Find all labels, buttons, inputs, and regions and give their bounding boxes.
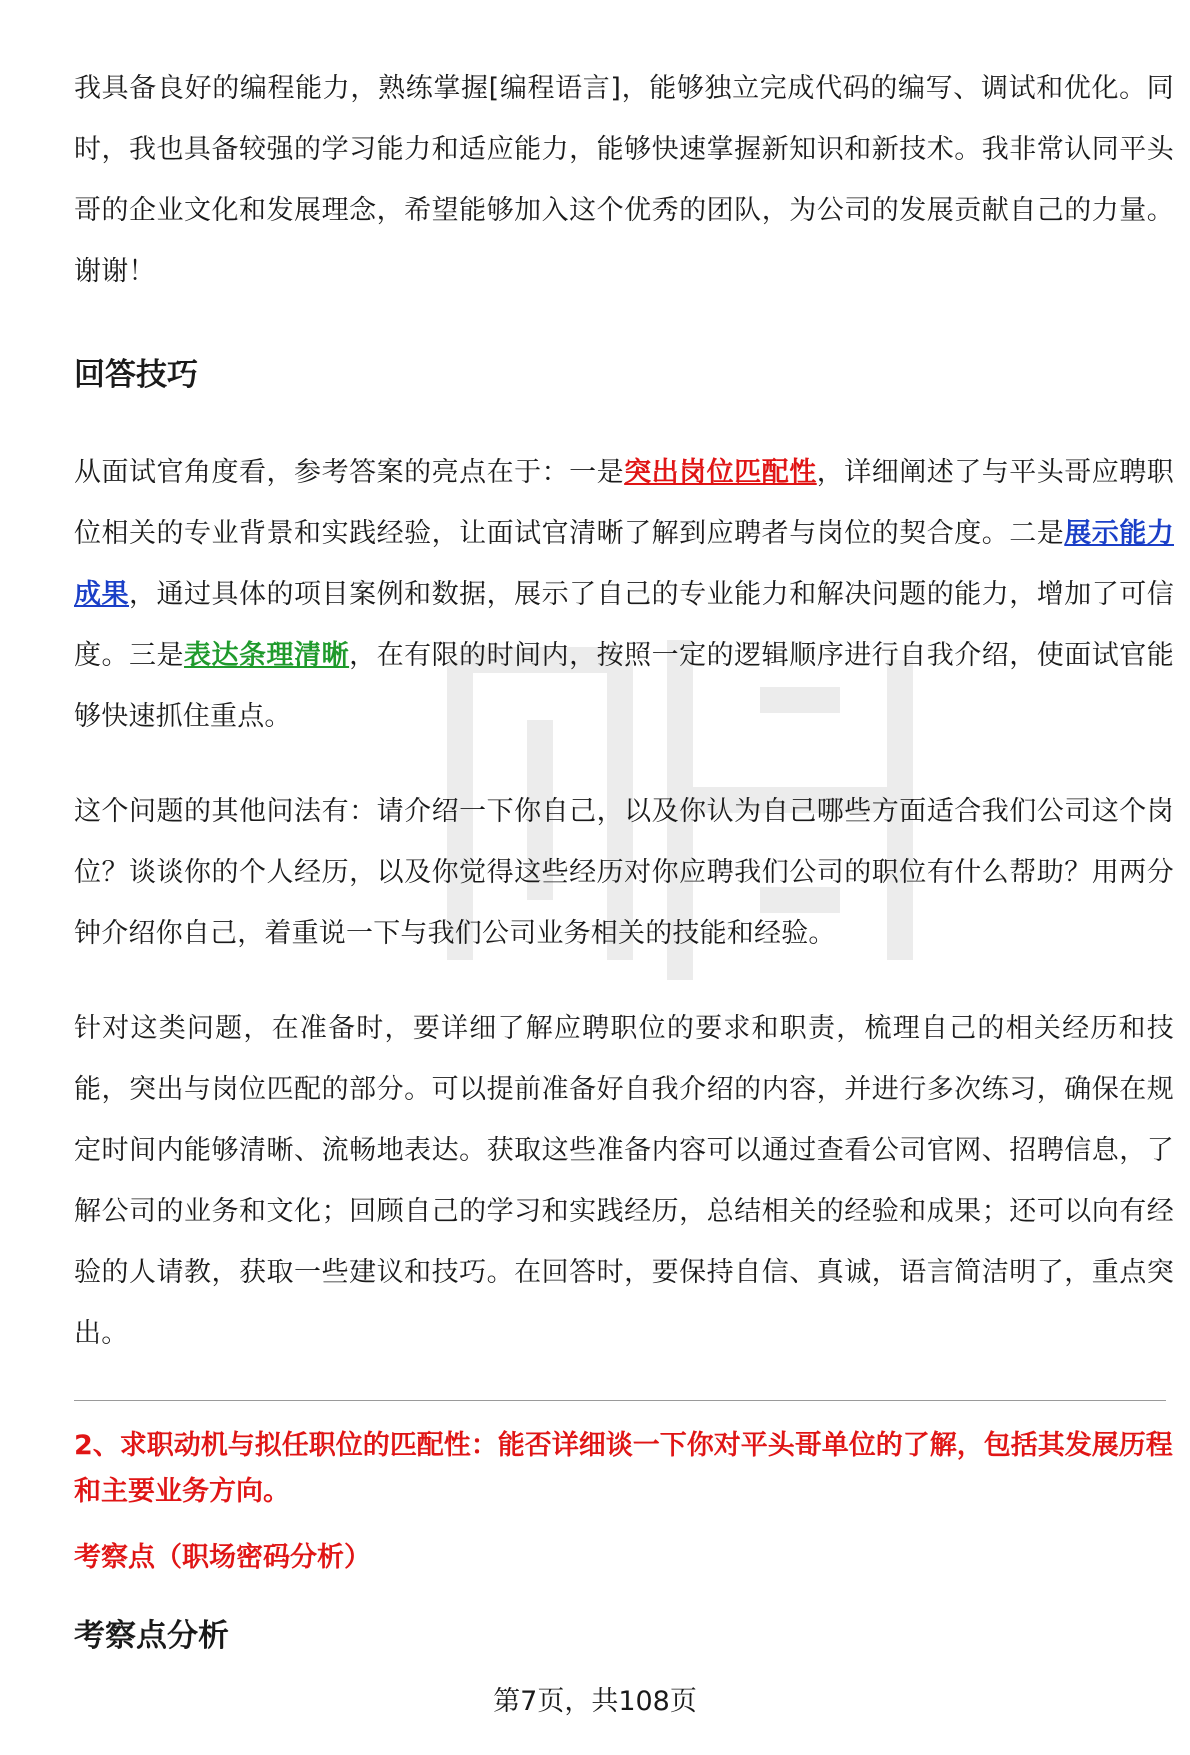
section-title-answer-tips: 回答技巧 (74, 357, 198, 393)
highlight-ability-results: 展示能力成果 (74, 518, 1174, 610)
tips-paragraph-alternatives: 这个问题的其他问法有：请介绍一下你自己，以及你认为自己哪些方面适合我们公司这个岗位？谈谈你的个人经历，以及你觉得这些经历对你应聘我们公司的职位有什么帮助？用两分钟介绍你自己，着重说一下与我们公司业务相关的技能和经验。 (74, 796, 1174, 949)
assessment-point-label: 考察点（职场密码分析） (74, 1542, 371, 1573)
tips-text-part4: ，在有限的时间内，按照一定的逻辑顺序进行自我介绍，使面试官能够快速抓住重点。 (74, 640, 1174, 732)
tips-text-part1: 从面试官角度看，参考答案的亮点在于：一是 (74, 457, 625, 488)
intro-paragraph: 我具备良好的编程能力，熟练掌握[编程语言]，能够独立完成代码的编写、调试和优化。同时，我也具备较强的学习能力和适应能力，能够快速掌握新知识和新技术。我非常认同平头哥的企业文化和发展理念，希望能够加入这个优秀的团队，为公司的发展贡献自己的力量。谢谢！ (74, 73, 1174, 287)
section-divider (74, 1400, 1166, 1401)
highlight-clear-expression: 表达条理清晰 (184, 640, 350, 671)
tips-paragraph-preparation: 针对这类问题，在准备时，要详细了解应聘职位的要求和职责，梳理自己的相关经历和技能，突出与岗位匹配的部分。可以提前准备好自我介绍的内容，并进行多次练习，确保在规定时间内能够清晰、流畅地表达。获取这些准备内容可以通过查看公司官网、招聘信息，了解公司的业务和文化；回顾自己的学习和实践经历，总结相关的经验和成果；还可以向有经验的人请教，获取一些建议和技巧。在回答时，要保持自信、真诚，语言简洁明了，重点突出。 (74, 1013, 1174, 1349)
page-number-footer: 第7页，共108页 (493, 1686, 697, 1717)
tips-paragraph-highlights (74, 442, 1174, 747)
question-2: 2、求职动机与拟任职位的匹配性：能否详细谈一下你对平头哥单位的了解，包括其发展历程和主要业务方向。 (74, 1430, 1173, 1507)
tips-text-part2: ，详细阐述了与平头哥应聘职位相关的专业背景和实践经验，让面试官清晰了解到应聘者与岗位的契合度。二是 (74, 457, 1175, 549)
assessment-analysis-title: 考察点分析 (74, 1618, 229, 1654)
tips-text-part3: ，通过具体的项目案例和数据，展示了自己的专业能力和解决问题的能力，增加了可信度。三是 (74, 579, 1174, 671)
main-content (74, 58, 1174, 1661)
highlight-job-fit: 突出岗位匹配性 (624, 457, 817, 488)
